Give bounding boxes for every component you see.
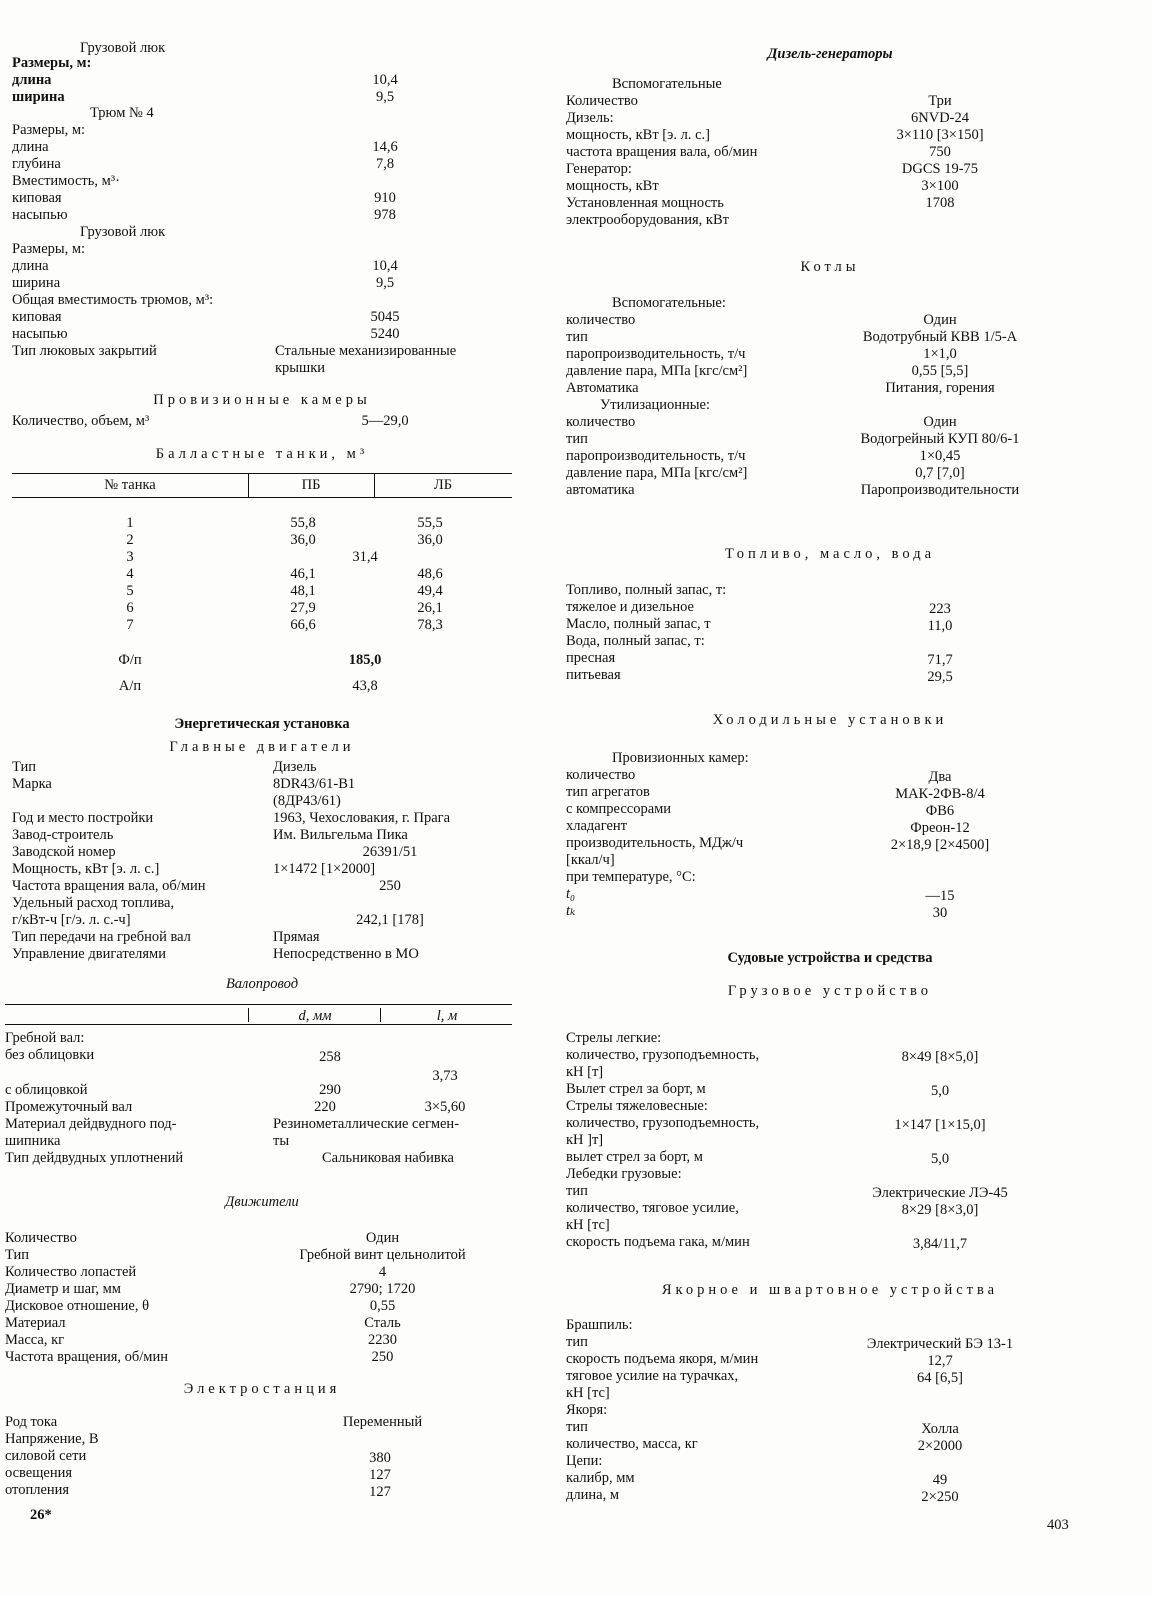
row-value: 2230 [368, 1332, 397, 1348]
row-value: 3,84/11,7 [912, 1236, 968, 1252]
row-label: кН [т] [566, 1064, 604, 1080]
row-value: 4 [378, 1264, 387, 1280]
row-label: тяговое усилие на турачках, [566, 1368, 739, 1384]
row-value: DGCS 19-75 [901, 161, 979, 177]
row-value: Переменный [342, 1414, 423, 1430]
row-label: тип агрегатов [566, 784, 650, 800]
row-value: крышки [275, 360, 326, 376]
row-label: скорость подъема гака, м/мин [566, 1234, 750, 1250]
row-value: Гребной винт цельнолитой [299, 1247, 466, 1263]
row-value: 2×18,9 [2×4500] [890, 837, 990, 853]
row-value: 1×1,0 [923, 346, 957, 362]
table-cell: 36,0 [290, 532, 316, 548]
table-header-rule [12, 497, 512, 498]
row-label: тип [566, 1183, 588, 1199]
row-value: Электрические ЛЭ-45 [872, 1185, 1008, 1201]
row-label: отопления [5, 1482, 70, 1498]
row-label: Год и место постройки [12, 810, 154, 826]
row-value: 380 [369, 1450, 391, 1466]
row-label: вылет стрел за борт, м [566, 1149, 703, 1165]
row-value: 6NVD-24 [911, 110, 969, 126]
row-value: 242,1 [178] [356, 912, 424, 928]
section-heading: Балластные танки, м³ [155, 446, 369, 462]
row-label: Стрелы тяжеловесные: [566, 1098, 708, 1114]
row-label: Цепи: [566, 1453, 603, 1469]
row-label: киповая [12, 309, 62, 325]
row-label: ширина [12, 89, 65, 105]
table-cell: 43,8 [352, 678, 378, 694]
section-heading: Энергетическая установка [174, 716, 350, 732]
row-label: Марка [12, 776, 52, 792]
row-label: Якоря: [566, 1402, 608, 1418]
table-cell: 48,6 [417, 566, 443, 582]
section-heading: Главные двигатели [169, 739, 355, 755]
table-cell: 6 [126, 600, 134, 616]
row-value: 7,8 [375, 156, 395, 172]
row-value: Холла [921, 1421, 959, 1437]
row-label: кН [тс] [566, 1217, 610, 1233]
section-heading: Якорное и швартовное устройства [661, 1282, 999, 1298]
table-header: ЛБ [433, 477, 453, 493]
section-heading: Топливо, масло, вода [724, 546, 936, 562]
row-label: пресная [566, 650, 616, 666]
row-label: длина [12, 72, 52, 88]
row-value: 910 [374, 190, 396, 206]
table-cell: 27,9 [290, 600, 316, 616]
row-label: Брашпиль: [566, 1317, 633, 1333]
row-label: калибр, мм [566, 1470, 635, 1486]
row-label: Автоматика [566, 380, 639, 396]
row-label: с компрессорами [566, 801, 672, 817]
row-label: Генератор: [566, 161, 632, 177]
table-header: ПБ [301, 477, 321, 493]
row-value: Электрический БЭ 13-1 [866, 1336, 1014, 1352]
table-cell: 55,5 [417, 515, 443, 531]
row-label: мощность, кВт [566, 178, 659, 194]
row-label: Частота вращения вала, об/мин [12, 878, 206, 894]
row-label: Тип [12, 759, 37, 775]
row-label: частота вращения вала, об/мин [566, 144, 758, 160]
row-value: 250 [379, 878, 401, 894]
row-value: 8DR43/61-B1 [273, 776, 356, 792]
row-label: Материал дейдвудного под- [5, 1116, 177, 1132]
table-header: l, м [436, 1008, 458, 1024]
row-value: 0,7 [7,0] [915, 465, 965, 481]
row-value: 30 [932, 905, 948, 921]
page-number: 26* [30, 1507, 52, 1523]
section-heading: Дизель-генераторы [767, 46, 893, 62]
row-label: Лебедки грузовые: [566, 1166, 682, 1182]
section-subheading: Грузовой люк [80, 40, 166, 56]
row-label: насыпью [12, 207, 68, 223]
row-value: 3×110 [3×150] [896, 127, 984, 143]
row-label: тип [566, 1419, 588, 1435]
row-label: давление пара, МПа [кгс/см²] [566, 363, 748, 379]
table-cell: 55,8 [290, 515, 316, 531]
row-label: г/кВт-ч [г/э. л. с.-ч] [12, 912, 131, 928]
table-cell: 1 [126, 515, 134, 531]
row-label: Мощность, кВт [э. л. с.] [12, 861, 160, 877]
row-value: 5240 [370, 326, 400, 342]
row-label: Вылет стрел за борт, м [566, 1081, 706, 1097]
section-subheading: Грузовой люк [80, 224, 166, 240]
row-value: 127 [369, 1484, 391, 1500]
row-value: 10,4 [372, 72, 398, 88]
row-value: Водогрейный КУП 80/6-1 [860, 431, 1020, 447]
row-label: t₀ [566, 886, 576, 902]
row-value: 14,6 [372, 139, 398, 155]
row-value: ты [273, 1133, 290, 1149]
table-cell: 185,0 [348, 652, 382, 668]
row-value: 1×147 [1×15,0] [894, 1117, 986, 1133]
row-value: Водотрубный КВВ 1/5-А [862, 329, 1018, 345]
row-label: Дисковое отношение, θ [5, 1298, 150, 1314]
row-value: 11,0 [927, 618, 953, 634]
row-label: Общая вместимость трюмов, м³: [12, 292, 214, 308]
table-cell: 49,4 [417, 583, 443, 599]
row-label: электрооборудования, кВт [566, 212, 729, 228]
row-label: Вода, полный запас, т: [566, 633, 705, 649]
row-value: 3,73 [432, 1068, 458, 1084]
row-value: Им. Вильгельма Пика [273, 827, 408, 843]
row-label: [ккал/ч] [566, 852, 615, 868]
row-value: 0,55 [5,5] [911, 363, 969, 379]
row-label: Гребной вал: [5, 1030, 85, 1046]
section-heading: Валопровод [225, 976, 299, 992]
table-header: № танка [104, 477, 156, 493]
section-heading: Грузовое устройство [727, 983, 933, 999]
row-value: Питания, горения [885, 380, 995, 396]
row-value: 8×49 [8×5,0] [901, 1049, 979, 1065]
row-label: Размеры, м: [12, 122, 86, 138]
row-value: 9,5 [375, 275, 395, 291]
row-label: Размеры, м: [12, 241, 86, 257]
row-label: Тип [5, 1247, 30, 1263]
row-label: производительность, МДж/ч [566, 835, 744, 851]
row-label: кН ]т] [566, 1132, 604, 1148]
row-label: скорость подъема якоря, м/мин [566, 1351, 759, 1367]
row-label: питьевая [566, 667, 621, 683]
row-value: 49 [932, 1472, 948, 1488]
row-label: мощность, кВт [э. л. с.] [566, 127, 710, 143]
table-cell: Ф/п [118, 652, 142, 668]
row-label: Удельный расход топлива, [12, 895, 175, 911]
row-label: Завод-строитель [12, 827, 114, 843]
row-label: Масло, полный запас, т [566, 616, 711, 632]
row-label: количество, масса, кг [566, 1436, 698, 1452]
table-top-rule [12, 473, 512, 474]
row-label: автоматика [566, 482, 635, 498]
section-subheading: Провизионных камер: [612, 750, 749, 766]
row-label: Тип дейдвудных уплотнений [5, 1150, 184, 1166]
section-heading: Электростанция [183, 1381, 341, 1397]
section-subheading: Утилизационные: [600, 397, 711, 413]
row-value: 29,5 [927, 669, 953, 685]
row-value: Один [365, 1230, 400, 1246]
row-label: Частота вращения, об/мин [5, 1349, 168, 1365]
row-value: Прямая [273, 929, 320, 945]
row-value: 1×0,45 [919, 448, 961, 464]
row-value: Стальные механизированные [275, 343, 457, 359]
row-label: при температуре, °C: [566, 869, 696, 885]
row-value: ФВ6 [925, 803, 955, 819]
row-value: Сальниковая набивка [322, 1150, 454, 1166]
row-label: паропроизводительность, т/ч [566, 448, 746, 464]
row-value: 8×29 [8×3,0] [901, 1202, 979, 1218]
row-value: 220 [314, 1099, 336, 1115]
row-label: ширина [12, 275, 61, 291]
row-label: Материал [5, 1315, 66, 1331]
section-heading: Холодильные установки [712, 712, 948, 728]
row-value: 250 [371, 1349, 394, 1365]
table-cell: 4 [126, 566, 134, 582]
row-value: Дизель [273, 759, 317, 775]
table-cell: 3 [126, 549, 134, 565]
row-value: 2790; 1720 [349, 1281, 416, 1297]
table-cell: 5 [126, 583, 134, 599]
row-label: Размеры, м: [12, 55, 92, 71]
row-label: тяжелое и дизельное [566, 599, 694, 615]
row-label: киповая [12, 190, 62, 206]
row-label: шипника [5, 1133, 61, 1149]
row-label: Установленная мощность [566, 195, 724, 211]
row-label: насыпью [12, 326, 68, 342]
row-value: Резинометаллические сегмен- [273, 1116, 460, 1132]
table-top-rule [5, 1004, 512, 1005]
row-value: Паропроизводительности [860, 482, 1020, 498]
row-value: 26391/51 [362, 844, 418, 860]
row-label: Масса, кг [5, 1332, 65, 1348]
row-label: силовой сети [5, 1448, 87, 1464]
row-value: 3×100 [921, 178, 959, 194]
row-label: тип [566, 1334, 588, 1350]
row-label: тип [566, 329, 588, 345]
row-label: длина, м [566, 1487, 619, 1503]
section-heading: Судовые устройства и средства [727, 950, 933, 966]
section-subheading: Вспомогательные: [612, 295, 726, 311]
section-heading: Провизионные камеры [153, 392, 371, 408]
table-divider [248, 1008, 249, 1022]
row-value: 127 [369, 1467, 391, 1483]
row-label: количество [566, 312, 636, 328]
row-label: длина [12, 139, 49, 155]
row-label: тип [566, 431, 588, 447]
section-subheading: Вспомогательные [612, 76, 722, 92]
row-value: Непосредственно в МО [273, 946, 419, 962]
row-value: Два [928, 769, 952, 785]
row-label: глубина [12, 156, 61, 172]
row-value: 978 [374, 207, 396, 223]
row-value: 5045 [370, 309, 400, 325]
row-label: Тип люковых закрытий [12, 343, 157, 359]
table-cell: 7 [126, 617, 134, 633]
row-label: с облицовкой [5, 1082, 88, 1098]
table-cell: 78,3 [417, 617, 443, 633]
table-cell: 66,6 [290, 617, 316, 633]
row-label: освещения [5, 1465, 73, 1481]
row-label: количество [566, 414, 636, 430]
row-label: без облицовки [5, 1047, 95, 1063]
row-value: 71,7 [927, 652, 953, 668]
row-label: паропроизводительность, т/ч [566, 346, 746, 362]
row-value: (8ДР43/61) [273, 793, 341, 809]
row-value: МАК-2ФВ-8/4 [895, 786, 985, 802]
row-value: 9,5 [375, 89, 395, 105]
row-value: 1×1472 [1×2000] [273, 861, 376, 877]
table-cell: 48,1 [290, 583, 316, 599]
table-cell: 26,1 [417, 600, 443, 616]
page-number: 403 [1047, 1517, 1069, 1533]
row-label: Промежуточный вал [5, 1099, 133, 1115]
row-label: Количество [5, 1230, 77, 1246]
row-label: количество, тяговое усилие, [566, 1200, 739, 1216]
row-label: кН [тс] [566, 1385, 610, 1401]
table-cell: А/п [118, 678, 142, 694]
row-label: Напряжение, В [5, 1431, 99, 1447]
section-heading: Котлы [800, 259, 860, 275]
row-value: Три [928, 93, 952, 109]
table-cell: 36,0 [417, 532, 443, 548]
row-label: Тип передачи на гребной вал [12, 929, 191, 945]
table-cell: 46,1 [290, 566, 316, 582]
row-value: 5,0 [930, 1083, 950, 1099]
table-cell: 2 [126, 532, 134, 548]
row-label: хладагент [566, 818, 628, 834]
row-value: 1708 [925, 195, 955, 211]
row-value: Один [923, 414, 957, 430]
row-value: 2×250 [921, 1489, 959, 1505]
row-label: Диаметр и шаг, мм [5, 1281, 121, 1297]
row-value: 2×2000 [917, 1438, 963, 1454]
row-value: 5—29,0 [361, 413, 409, 429]
row-value: —15 [925, 888, 955, 904]
row-label: количество, грузоподъемность, [566, 1047, 760, 1063]
row-label: Вместимость, м³· [12, 173, 120, 189]
row-label: длина [12, 258, 49, 274]
row-label: tₖ [566, 903, 576, 919]
row-value: 5,0 [930, 1151, 950, 1167]
section-subheading: Трюм № 4 [90, 105, 154, 121]
row-label: количество [566, 767, 636, 783]
row-value: 10,4 [372, 258, 398, 274]
row-value: 12,7 [927, 1353, 953, 1369]
row-value: Один [923, 312, 957, 328]
row-value: 0,55 [369, 1298, 396, 1314]
row-label: Количество [566, 93, 638, 109]
row-value: 3×5,60 [424, 1099, 466, 1115]
table-cell: 31,4 [352, 549, 378, 565]
row-value: 290 [319, 1082, 341, 1098]
row-value: 223 [929, 601, 951, 617]
table-header: d, мм [298, 1008, 332, 1024]
section-heading: Движители [225, 1194, 299, 1210]
row-value: 64 [6,5] [917, 1370, 963, 1386]
row-label: Количество, объем, м³ [12, 413, 150, 429]
table-divider [380, 1008, 381, 1022]
row-label: Дизель: [566, 110, 614, 126]
row-value: 750 [929, 144, 951, 160]
row-label: Управление двигателями [12, 946, 166, 962]
row-label: Количество лопастей [5, 1264, 137, 1280]
row-label: Род тока [5, 1414, 58, 1430]
row-value: Фреон-12 [910, 820, 970, 836]
row-value: 258 [319, 1049, 341, 1065]
row-label: Стрелы легкие: [566, 1030, 662, 1046]
row-value: Сталь [364, 1315, 401, 1331]
row-label: давление пара, МПа [кгс/см²] [566, 465, 748, 481]
row-label: Заводской номер [12, 844, 116, 860]
row-label: количество, грузоподъемность, [566, 1115, 760, 1131]
row-label: Топливо, полный запас, т: [566, 582, 727, 598]
row-value: 1963, Чехословакия, г. Прага [273, 810, 451, 826]
